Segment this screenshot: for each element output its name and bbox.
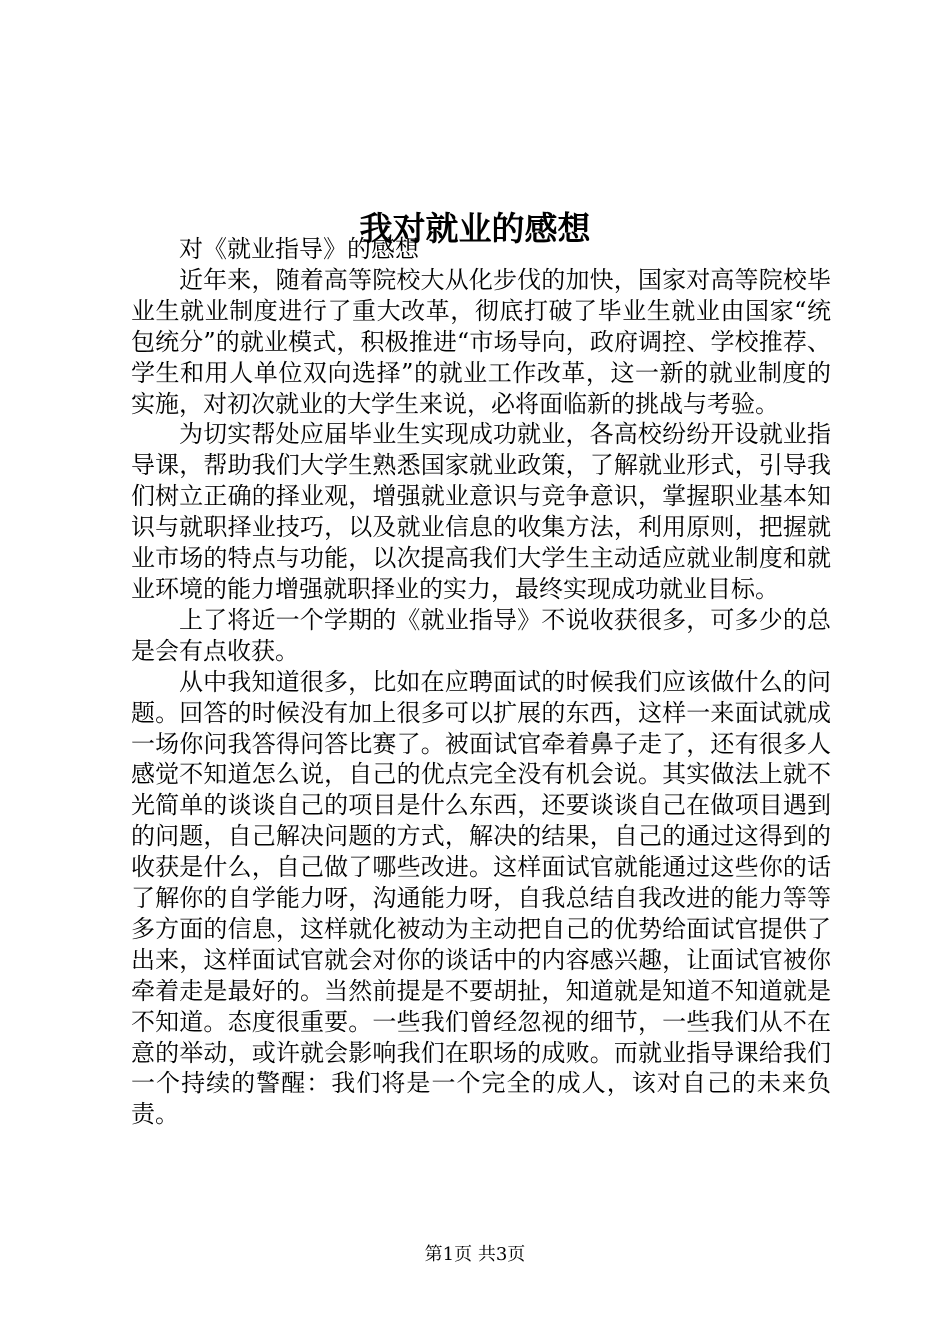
paragraph-subtitle: 对《就业指导》的感想 bbox=[179, 235, 419, 263]
paragraph-4: 从中我知道很多，比如在应聘面试的时候我们应该做什么的问题。回答的时候没有加上很多可以扩展的东西，这样一来面试就成一场你问我答得问答比赛了。被面试官牵着鼻子走了，还有很多人感觉不知道怎么说，自己的优点完全没有机会说。其实做法上就不光简单的谈谈自己的项目是什么东西，还要谈谈自己在做项目遇到的问题，自己解决问题的方式，解决的结果，自己的通过这得到的收获是什么，自己做了哪些改进。这样面试官就能通过这些你的话了解你的自学能力呀，沟通能力呀，自我总结自我改进的能力等等多方面的信息，这样就化被动为主动把自己的优势给面试官提供了出来，这样面试官就会对你的谈话中的内容感兴趣，让面试官被你牵着走是最好的。当然前提是不要胡扯，知道就是知道不知道就是不知道。态度很重要。一些我们曾经忽视的细节，一些我们从不在意的举动，或许就会影响我们在职场的成败。而就业指导课给我们一个持续的警醒：我们将是一个完全的成人，该对自己的未来负责。 bbox=[131, 667, 831, 1129]
document-title: 我对就业的感想 bbox=[359, 209, 591, 249]
page-footer: 第1页 共3页 bbox=[424, 1244, 526, 1265]
paragraph-3: 上了将近一个学期的《就业指导》不说收获很多，可多少的总是会有点收获。 bbox=[131, 605, 831, 665]
paragraph-2: 为切实帮处应届毕业生实现成功就业，各高校纷纷开设就业指导课，帮助我们大学生熟悉国家就业政策，了解就业形式，引导我们树立正确的择业观，增强就业意识与竞争意识，掌握职业基本知识与就职择业技巧，以及就业信息的收集方法，利用原则，把握就业市场的特点与功能，以次提高我们大学生主动适应就业制度和就业环境的能力增强就职择业的实力，最终实现成功就业目标。 bbox=[131, 420, 831, 603]
paragraph-1: 近年来，随着高等院校大从化步伐的加快，国家对高等院校毕业生就业制度进行了重大改革，彻底打破了毕业生就业由国家“统包统分”的就业模式，积极推进“市场导向，政府调控、学校推荐、学生和用人单位双向选择”的就业工作改革，这一新的就业制度的实施，对初次就业的大学生来说，必将面临新的挑战与考验。 bbox=[131, 265, 831, 418]
document-body bbox=[131, 234, 831, 1130]
